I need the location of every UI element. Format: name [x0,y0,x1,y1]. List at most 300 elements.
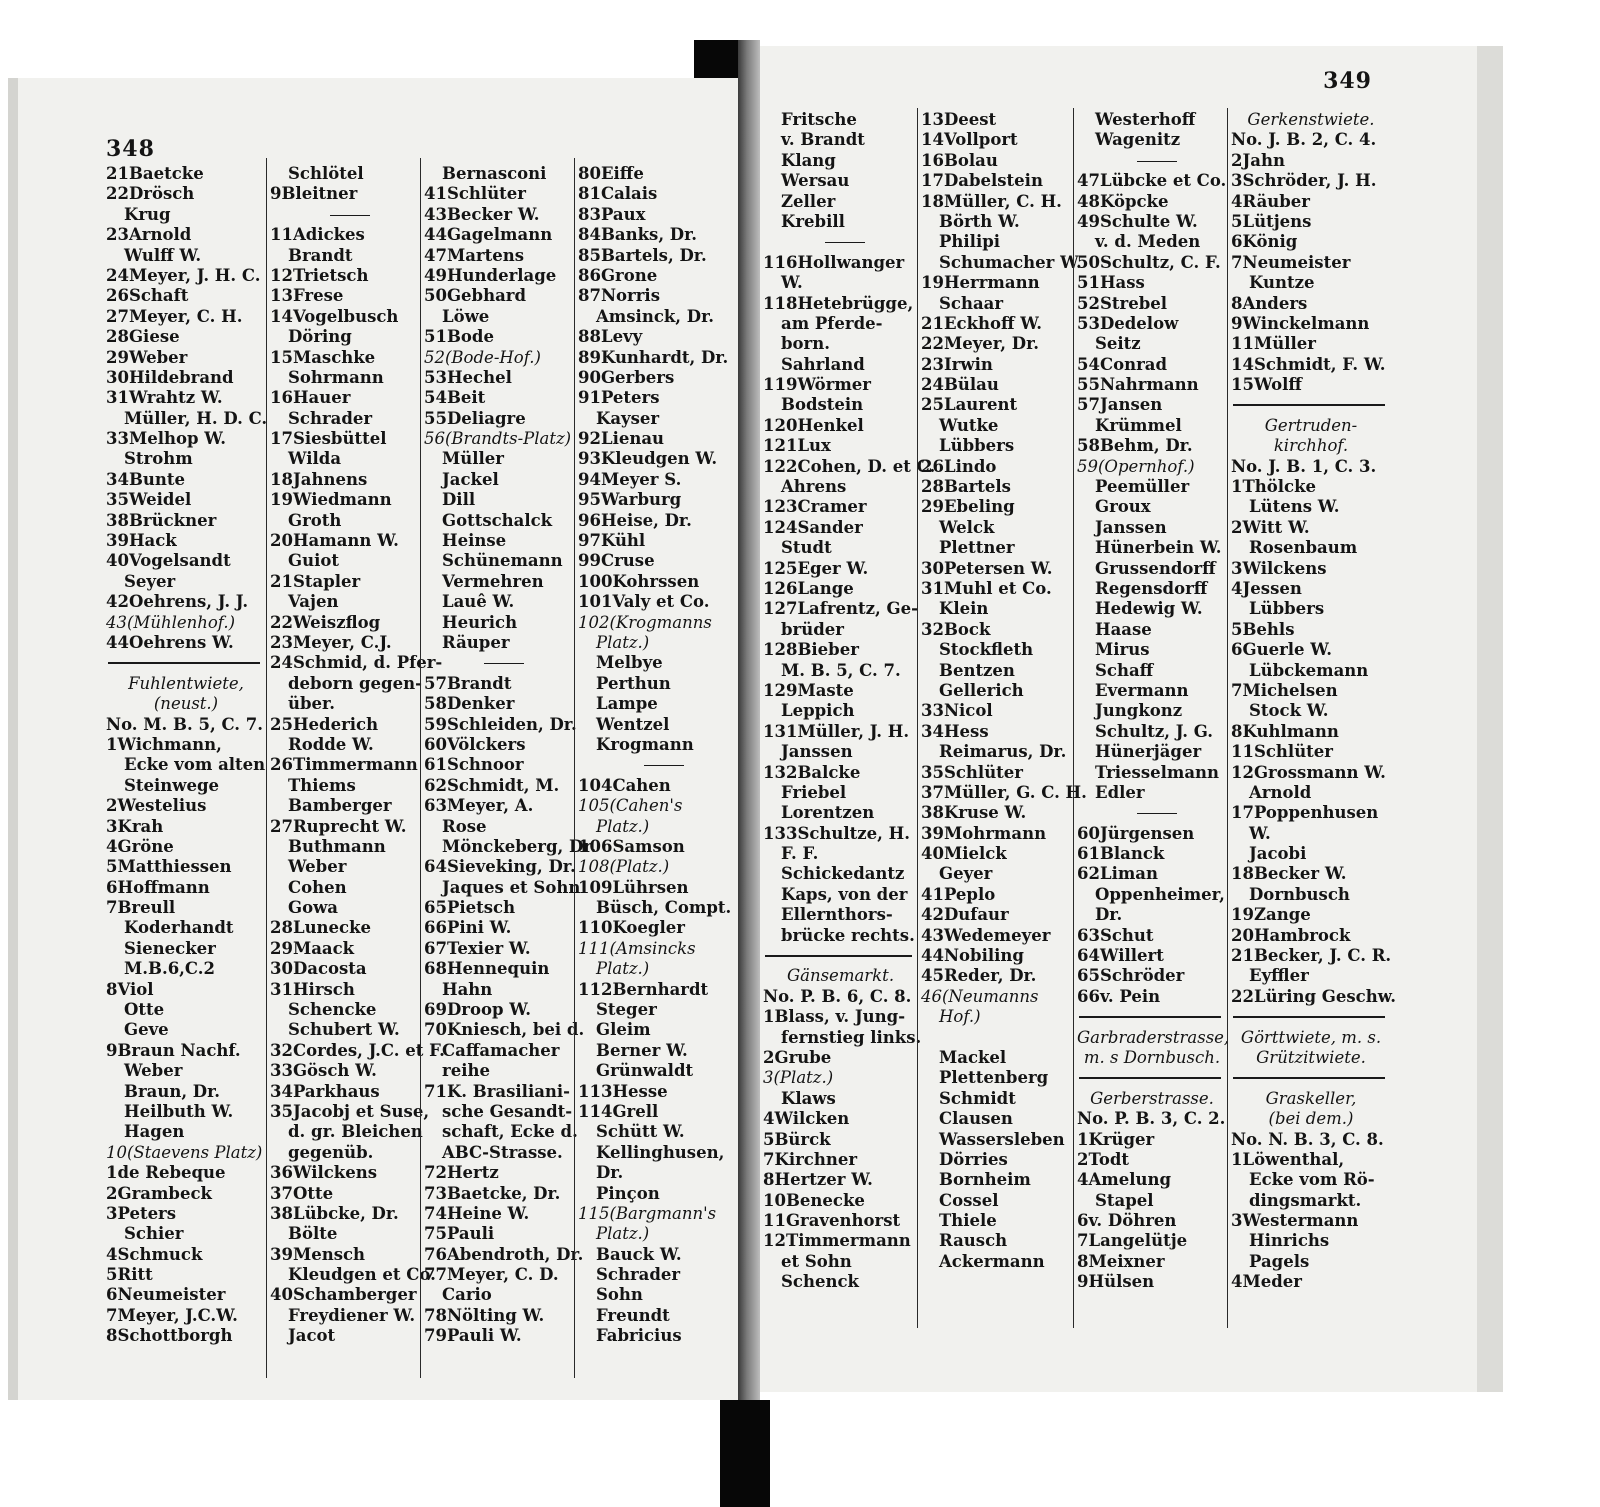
right-page [743,46,1503,1392]
directory-entry: Zeller [781,191,836,211]
directory-entry: 37Müller, G. C. H. [921,782,1087,802]
directory-entry: Westerhoff [1095,110,1196,129]
directory-entry: 29Maack [270,938,355,958]
directory-entry: 15Maschke [270,347,376,367]
directory-entry: über. [288,694,335,714]
directory-entry: Jacobi [1249,844,1307,864]
directory-entry: Berner W. [596,1040,688,1060]
directory-entry: Rodde W. [288,734,374,754]
directory-entry: Bodstein [781,395,864,415]
directory-entry: ABC-Strasse. [442,1142,563,1162]
directory-entry: 18Müller, C. H. [921,191,1062,211]
directory-entry: 28Bartels [921,477,1011,497]
directory-entry: Büsch, Compt. [596,898,732,918]
directory-entry: 25Hederich [270,714,379,734]
directory-entry: 26Schaft [106,286,189,306]
directory-entry: Edler [1095,782,1145,802]
directory-entry: 2Westelius [106,796,207,816]
directory-entry: Bernasconi [442,164,547,183]
directory-entry: Lübbers [1249,599,1325,619]
directory-entry: 32Bock [921,619,991,639]
directory-entry: 83Paux [578,204,646,224]
directory-entry: 5Bürck [763,1129,831,1149]
directory-entry: 60Jürgensen [1077,823,1195,843]
directory-entry: Schultz, J. G. [1095,721,1213,741]
directory-entry: Bentzen [939,660,1015,680]
directory-entry: 7Michelsen [1231,680,1338,700]
directory-entry: 127Lafrentz, Ge- [763,599,918,619]
directory-entry: brüder [781,619,844,639]
directory-entry: Otte [124,1000,165,1020]
directory-entry: 65Pietsch [424,898,516,918]
directory-entry: 44Oehrens W. [106,632,234,652]
directory-entry: Reimarus, Dr. [939,742,1067,762]
directory-entry: 66v. Pein [1077,986,1161,1006]
directory-entry: Strohm [124,449,193,469]
directory-entry: 116Hollwanger [763,252,905,272]
directory-entry: Jacot [288,1326,336,1346]
directory-entry: 61Schnoor [424,755,524,775]
directory-entry: Gellerich [939,680,1024,700]
directory-entry: 69Droop W. [424,1000,531,1020]
block-reference: No. P. B. 6, C. 8. [763,986,912,1006]
directory-entry: Stapel [1095,1190,1154,1210]
directory-entry: 43Becker W. [424,204,540,224]
section-dash [763,232,918,252]
directory-entry: 62Liman [1077,864,1158,884]
directory-entry: 8Viol [106,979,154,999]
directory-entry: Groth [288,510,342,530]
directory-entry: am Pferde- [781,313,883,333]
directory-entry: 104Cahen [578,775,671,795]
directory-entry: Geyer [939,864,993,884]
directory-entry: 41Peplo [921,884,996,904]
directory-entry: 20Hamann W. [270,531,399,551]
directory-entry: 45Reder, Dr. [921,966,1037,986]
directory-entry: Seitz [1095,334,1141,354]
directory-entry: 22Lüring Geschw. [1231,986,1397,1006]
directory-entry: 106Samson [578,836,685,856]
directory-entry: Rausch [939,1231,1008,1251]
directory-entry: 51Hass [1077,273,1145,293]
directory-entry: Lorentzen [781,803,875,823]
directory-entry: 73Baetcke, Dr. [424,1183,561,1203]
directory-entry: 1de Rebeque [106,1163,226,1183]
directory-entry: Evermann [1095,680,1189,700]
directory-entry: Schrader [288,408,373,428]
column-divider [917,108,918,1328]
street-heading: Gerkenstwiete. [1247,110,1375,129]
section-dash [424,653,574,673]
directory-entry: 67Texier W. [424,938,531,958]
directory-entry: 96Heise, Dr. [578,510,692,530]
directory-entry: Leppich [781,701,855,721]
directory-entry: 97Kühl [578,531,646,551]
directory-entry: 28Lunecke [270,918,372,938]
directory-entry: 35Weidel [106,490,192,510]
directory-entry: 74Heine W. [424,1203,530,1223]
directory-entry: 33Gösch W. [270,1061,377,1081]
directory-entry: 38Brückner [106,510,217,530]
directory-entry: Pagels [1249,1251,1310,1271]
directory-entry: F. F. [781,844,819,864]
directory-entry: Müller [442,449,504,469]
directory-entry: Sohrmann [288,367,384,387]
directory-entry: Lauê W. [442,592,515,612]
directory-entry: Vajen [288,592,339,612]
directory-entry: 8Hertzer W. [763,1170,873,1190]
directory-entry: Friebel [781,782,847,802]
directory-entry: Ackermann [939,1251,1045,1271]
directory-entry: Hinrichs [1249,1231,1330,1251]
section-rule [763,946,918,966]
directory-entry: Wentzel [596,714,670,734]
directory-entry: Fabricius [596,1326,682,1346]
directory-entry: 59(Opernhof.) [1077,456,1195,476]
directory-entry: Krebill [781,211,845,231]
directory-entry: 23Meyer, C.J. [270,632,392,652]
section-dash [578,755,743,775]
directory-entry: 4Räuber [1231,191,1310,211]
directory-entry: 125Eger W. [763,558,869,578]
block-reference: No. N. B. 3, C. 8. [1231,1129,1384,1149]
directory-entry: born. [781,334,830,354]
directory-entry: 22Meyer, Dr. [921,334,1040,354]
directory-entry: Müller, H. D. C. [124,408,268,428]
directory-entry: Schubert W. [288,1020,400,1040]
directory-entry: Geve [124,1020,169,1040]
directory-entry: Ecke vom alten [124,755,266,775]
directory-entry: Freydiener W. [288,1305,416,1325]
directory-entry: 46(Neumanns [921,986,1039,1006]
directory-entry: 8Meixner [1077,1251,1165,1271]
column-divider [420,158,421,1378]
directory-entry: Cossel [939,1190,999,1210]
directory-entry: Groux [1095,497,1151,517]
directory-entry: 33Melhop W. [106,429,226,449]
directory-entry: 132Balcke [763,762,861,782]
directory-entry: 102(Krogmanns [578,612,712,632]
directory-entry: 18Becker W. [1231,864,1347,884]
directory-entry: Thiems [288,775,356,795]
directory-entry: 4Gröne [106,836,174,856]
section-rule [1231,395,1391,415]
directory-entry: 91Peters [578,388,660,408]
directory-entry: 89Kunhardt, Dr. [578,347,729,367]
directory-entry: 7Neumeister [1231,252,1351,272]
directory-entry: 108(Platz.) [578,857,670,877]
block-reference: No. J. B. 2, C. 4. [1231,130,1377,150]
directory-entry: Schrader [596,1265,681,1285]
directory-entry: Clausen [939,1109,1013,1129]
directory-entry: Gleim [596,1020,651,1040]
directory-entry: 122Cohen, D. et C. [763,456,936,476]
directory-entry: 94Meyer S. [578,469,682,489]
directory-entry: 27Ruprecht W. [270,816,407,836]
directory-entry: 4Jessen [1231,578,1302,598]
directory-entry: 24Bülau [921,375,999,395]
directory-entry: Mackel [939,1047,1007,1067]
directory-entry: 64Willert [1077,946,1164,966]
directory-entry: 43Wedemeyer [921,925,1051,945]
directory-entry: Peemüller [1095,477,1190,497]
directory-entry: 5Lütjens [1231,211,1312,231]
directory-entry: Wersau [781,171,850,191]
directory-entry: 11Adickes [270,225,365,245]
directory-entry: W. [1249,823,1271,843]
directory-entry: Schmidt [939,1088,1016,1108]
directory-entry: 84Banks, Dr. [578,225,698,245]
directory-entry: Plettenberg [939,1068,1049,1088]
directory-entry: 43(Mühlenhof.) [106,612,236,632]
directory-entry: Platz.) [596,1224,650,1244]
directory-entry: 6Neumeister [106,1285,226,1305]
directory-entry: v. Brandt [781,130,865,150]
directory-entry: 2Jahn [1231,150,1285,170]
directory-entry: 3Wilckens [1231,558,1327,578]
directory-entry: 18Jahnens [270,469,368,489]
directory-entry: Schünemann [442,551,563,571]
directory-entry: 90Gerbers [578,367,675,387]
directory-entry: 2Todt [1077,1149,1130,1169]
left-column-4 [578,164,743,1347]
directory-entry: Eyffler [1249,966,1309,986]
directory-entry: 1Wichmann, [106,734,222,754]
directory-entry: 85Bartels, Dr. [578,245,707,265]
directory-entry: Studt [781,538,832,558]
column-divider [1073,108,1074,1328]
directory-entry: 39Mensch [270,1244,366,1264]
directory-entry: Rosenbaum [1249,538,1358,558]
directory-entry: sche Gesandt- [442,1101,573,1121]
directory-entry: 119Wörmer [763,375,871,395]
street-heading: kirchhof. [1273,436,1349,456]
directory-entry: 21Eckhoff W. [921,313,1043,333]
directory-entry: Lübckemann [1249,660,1369,680]
directory-entry: 1Löwenthal, [1231,1149,1345,1169]
directory-entry: 100Kohrssen [578,571,700,591]
directory-entry: 49Schulte W. [1077,211,1198,231]
directory-entry: Klaws [781,1088,836,1108]
street-heading: Gertruden- [1264,415,1358,435]
directory-entry: 126Lange [763,578,854,598]
directory-entry: 123Cramer [763,497,867,517]
directory-entry: 6v. Döhren [1077,1211,1177,1231]
street-heading: Gerberstrasse. [1090,1088,1214,1108]
directory-entry: 128Bieber [763,640,859,660]
directory-entry: 75Pauli [424,1224,495,1244]
directory-entry: 21Baetcke [106,164,204,183]
directory-entry: Schickedantz [781,864,905,884]
directory-entry: 4Amelung [1077,1170,1172,1190]
directory-entry: 7Kirchner [763,1149,858,1169]
directory-entry: Räuper [442,632,510,652]
directory-entry: 92Lienau [578,429,665,449]
directory-entry: 20Hambrock [1231,925,1351,945]
directory-entry: 40Schamberger [270,1285,417,1305]
directory-entry: Steger [596,1000,657,1020]
directory-entry: M.B.6,C.2 [124,959,215,979]
directory-entry: 47Martens [424,245,525,265]
directory-entry: Janssen [1095,517,1167,537]
directory-entry: et Sohn [781,1251,852,1271]
section-rule [1077,1007,1227,1027]
directory-entry: Melbye [596,653,663,673]
section-rule [1231,1068,1391,1088]
directory-entry: 5Ritt [106,1265,153,1285]
column-divider [266,158,267,1378]
directory-entry: Löwe [442,306,490,326]
directory-entry: Arnold [1249,782,1312,802]
directory-entry: Perthun [596,673,671,693]
directory-entry: 35Jacobj et Suse, [270,1101,430,1121]
directory-entry: Kaps, von der [781,884,908,904]
directory-entry: 50Gebhard [424,286,527,306]
directory-entry: 105(Cahen's [578,796,683,816]
directory-entry: 16Bolau [921,150,998,170]
directory-entry: 95Warburg [578,490,682,510]
street-heading: Fuhlentwiete, [128,673,244,693]
directory-entry: Hagen [124,1122,185,1142]
directory-entry: 42Dufaur [921,905,1009,925]
directory-entry: Schier [124,1224,184,1244]
directory-entry: 72Hertz [424,1163,499,1183]
left-page [8,78,751,1400]
directory-entry: 4Wilcken [763,1109,850,1129]
directory-entry: 31Wrahtz W. [106,388,223,408]
directory-entry: 5Matthiessen [106,857,232,877]
directory-entry: Cario [442,1285,492,1305]
directory-entry: 19Herrmann [921,273,1040,293]
directory-entry: 3Krah [106,816,164,836]
directory-entry: Cohen [288,877,347,897]
directory-entry: 2Witt W. [1231,517,1310,537]
directory-entry: 63Schut [1077,925,1154,945]
directory-entry: 38Kruse W. [921,803,1027,823]
directory-entry: dingsmarkt. [1249,1190,1362,1210]
directory-entry: 7Langelütje [1077,1231,1188,1251]
directory-entry: Sahrland [781,354,865,374]
directory-entry: 29Ebeling [921,497,1015,517]
directory-entry: 53Hechel [424,367,512,387]
directory-entry: 42Oehrens, J. J. [106,592,249,612]
directory-entry: Lütens W. [1249,497,1340,517]
directory-entry: 63Meyer, A. [424,796,534,816]
directory-entry: 38Lübcke, Dr. [270,1203,399,1223]
directory-entry: 55Deliagre [424,408,526,428]
directory-entry: 22Drösch [106,184,195,204]
directory-entry: 34Parkhaus [270,1081,380,1101]
directory-entry: Dr. [1095,905,1123,925]
section-dash [1077,151,1227,171]
directory-entry: 16Hauer [270,388,351,408]
directory-entry: 6Guerle W. [1231,640,1332,660]
directory-entry: 19Zange [1231,905,1311,925]
street-heading: (neust.) [153,694,219,714]
directory-entry: 31Muhl et Co. [921,578,1052,598]
directory-entry: Schaff [1095,660,1154,680]
directory-entry: Kayser [596,408,660,428]
directory-entry: 13Deest [921,110,997,129]
directory-entry: 112Bernhardt [578,979,709,999]
directory-entry: 81Calais [578,184,658,204]
page-number-right: 349 [1323,68,1372,94]
directory-entry: Sienecker [124,938,216,958]
directory-entry: Schencke [288,1000,377,1020]
directory-entry: Krogmann [596,734,694,754]
directory-entry: 52(Bode-Hof.) [424,347,541,367]
directory-entry: Bölte [288,1224,338,1244]
directory-entry: 3Westermann [1231,1211,1359,1231]
directory-entry: 13Frese [270,286,344,306]
directory-entry: Jackel [442,469,499,489]
block-reference: No. M. B. 5, C. 7. [106,714,263,734]
directory-entry: 88Levy [578,327,643,347]
directory-entry: 53Dedelow [1077,313,1179,333]
directory-entry: 65Schröder [1077,966,1185,986]
directory-entry: 30Hildebrand [106,367,234,387]
directory-entry: 2Grambeck [106,1183,212,1203]
directory-entry: Krümmel [1095,415,1182,435]
directory-entry: reihe [442,1061,490,1081]
directory-entry: Schenck [781,1272,859,1292]
directory-entry: Fritsche [781,110,857,129]
directory-entry: Wilda [288,449,342,469]
directory-entry: Bornheim [939,1170,1031,1190]
directory-entry: Welck [939,517,995,537]
directory-entry: 12Trietsch [270,265,369,285]
directory-entry: Koderhandt [124,918,234,938]
directory-entry: Ecke vom Rö- [1249,1170,1375,1190]
directory-entry: Wagenitz [1095,130,1181,150]
directory-entry: 34Hess [921,721,989,741]
directory-entry: Platz.) [596,816,650,836]
directory-entry: 44Nobiling [921,946,1024,966]
directory-entry: 12Grossmann W. [1231,762,1386,782]
directory-entry: Heinse [442,531,507,551]
directory-entry: 54Beit [424,388,486,408]
left-column-1 [106,164,266,1347]
directory-entry: Thiele [939,1211,997,1231]
directory-entry: Steinwege [124,775,220,795]
directory-entry: 64Sieveking, Dr. [424,857,576,877]
directory-entry: Lampe [596,694,658,714]
directory-entry: 25Laurent [921,395,1018,415]
directory-entry: 78Nölting W. [424,1305,545,1325]
directory-entry: 11Gravenhorst [763,1211,901,1231]
directory-entry: Schumacher W. [939,252,1082,272]
directory-entry: 15Wolff [1231,375,1302,395]
directory-entry: 101Valy et Co. [578,592,710,612]
directory-entry: 8Anders [1231,293,1308,313]
directory-entry: v. d. Meden [1095,232,1201,252]
directory-entry: 6König [1231,232,1298,252]
directory-entry: Braun, Dr. [124,1081,221,1101]
directory-entry: 8Schottborgh [106,1326,233,1346]
directory-entry: 17Dabelstein [921,171,1043,191]
directory-entry: 41Schlüter [424,184,526,204]
directory-entry: 44Gagelmann [424,225,553,245]
directory-entry: 6Hoffmann [106,877,210,897]
directory-entry: 19Wiedmann [270,490,392,510]
directory-entry: 32Cordes, J.C. et F. [270,1040,445,1060]
directory-entry: 11Schlüter [1231,742,1333,762]
directory-entry: 120Henkel [763,415,864,435]
directory-entry: 22Weiszflog [270,612,381,632]
directory-entry: 59Schleiden, Dr. [424,714,577,734]
section-rule [106,653,266,673]
directory-entry: 33Nicol [921,701,993,721]
